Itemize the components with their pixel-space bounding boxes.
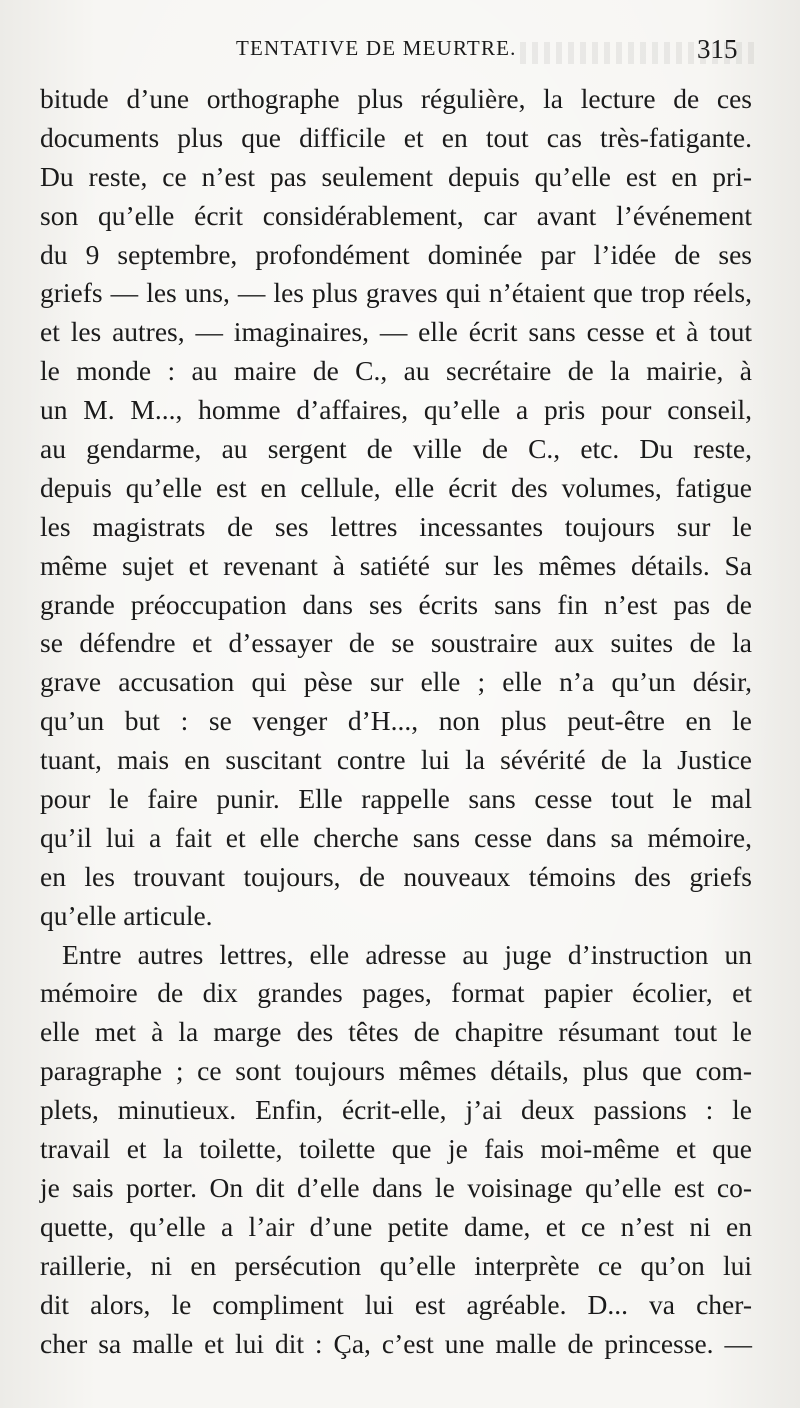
text-line: plets, minutieux. Enfin, écrit-elle, j’ai deux passions : le	[40, 1094, 752, 1126]
text-line: documents plus que difficile et en tout cas très-fatigante.	[40, 121, 752, 153]
text-line: tuant, mais en suscitant contre lui la sévérité de la Justice	[40, 744, 752, 776]
text-line: qu’un but : se venger d’H..., non plus peut-être en le	[40, 705, 752, 737]
text-line: raillerie, ni en persécution qu’elle interprète ce qu’on lui	[40, 1249, 752, 1281]
text-line: paragraphe ; ce sont toujours mêmes détails, plus que com-	[40, 1055, 752, 1087]
text-line: bitude d’une orthographe plus régulière, la lecture de ces	[40, 83, 752, 114]
text-line: en les trouvant toujours, de nouveaux témoins des griefs	[40, 860, 752, 892]
text-line: un M. M..., homme d’affaires, qu’elle a pris pour conseil,	[40, 394, 752, 426]
text-line: elle met à la marge des têtes de chapitre résumant tout le	[40, 1016, 752, 1048]
text-line: les magistrats de ses lettres incessantes toujours sur le	[40, 510, 752, 542]
text-line: grande préoccupation dans ses écrits sans fin n’est pas de	[40, 588, 752, 620]
body-text	[40, 80, 752, 1363]
text-line: du 9 septembre, profondément dominée par l’idée de ses	[40, 238, 752, 270]
text-line: même sujet et revenant à satiété sur les mêmes détails. Sa	[40, 549, 752, 581]
paragraph-end-line: qu’elle articule.	[40, 899, 213, 931]
text-line: grave accusation qui pèse sur elle ; elle n’a qu’un désir,	[40, 666, 752, 698]
text-line: et les autres, — imaginaires, — elle écrit sans cesse et à tout	[40, 316, 752, 348]
text-line: griefs — les uns, — les plus graves qui n’étaient que trop réels,	[40, 277, 752, 309]
text-line: je sais porter. On dit d’elle dans le voisinage qu’elle est co-	[40, 1171, 752, 1203]
running-title: TENTATIVE DE MEURTRE.	[236, 36, 517, 60]
text-line: quette, qu’elle a l’air d’une petite dame, et ce n’est ni en	[40, 1210, 752, 1242]
text-line: se défendre et d’essayer de se soustraire aux suites de la	[40, 627, 752, 659]
paragraph-start-line: Entre autres lettres, elle adresse au juge d’instruction un	[62, 938, 752, 970]
text-line: dit alors, le compliment lui est agréable. D... va cher-	[40, 1288, 752, 1320]
text-line: cher sa malle et lui dit : Ça, c’est une malle de princesse. —	[40, 1327, 752, 1359]
page-number: 315	[697, 34, 738, 64]
running-head	[0, 36, 800, 70]
text-line: mémoire de dix grandes pages, format papier écolier, et	[40, 977, 752, 1009]
text-line: travail et la toilette, toilette que je fais moi-même et que	[40, 1133, 752, 1165]
text-line: au gendarme, au sergent de ville de C., etc. Du reste,	[40, 433, 752, 465]
text-line: pour le faire punir. Elle rappelle sans cesse tout le mal	[40, 783, 752, 815]
text-line: son qu’elle écrit considérablement, car avant l’événement	[40, 199, 752, 231]
text-line: depuis qu’elle est en cellule, elle écrit des volumes, fatigue	[40, 471, 752, 503]
text-line: qu’il lui a fait et elle cherche sans cesse dans sa mémoire,	[40, 821, 752, 853]
text-line: Du reste, ce n’est pas seulement depuis qu’elle est en pri-	[40, 160, 752, 192]
text-line: le monde : au maire de C., au secrétaire de la mairie, à	[40, 355, 752, 387]
